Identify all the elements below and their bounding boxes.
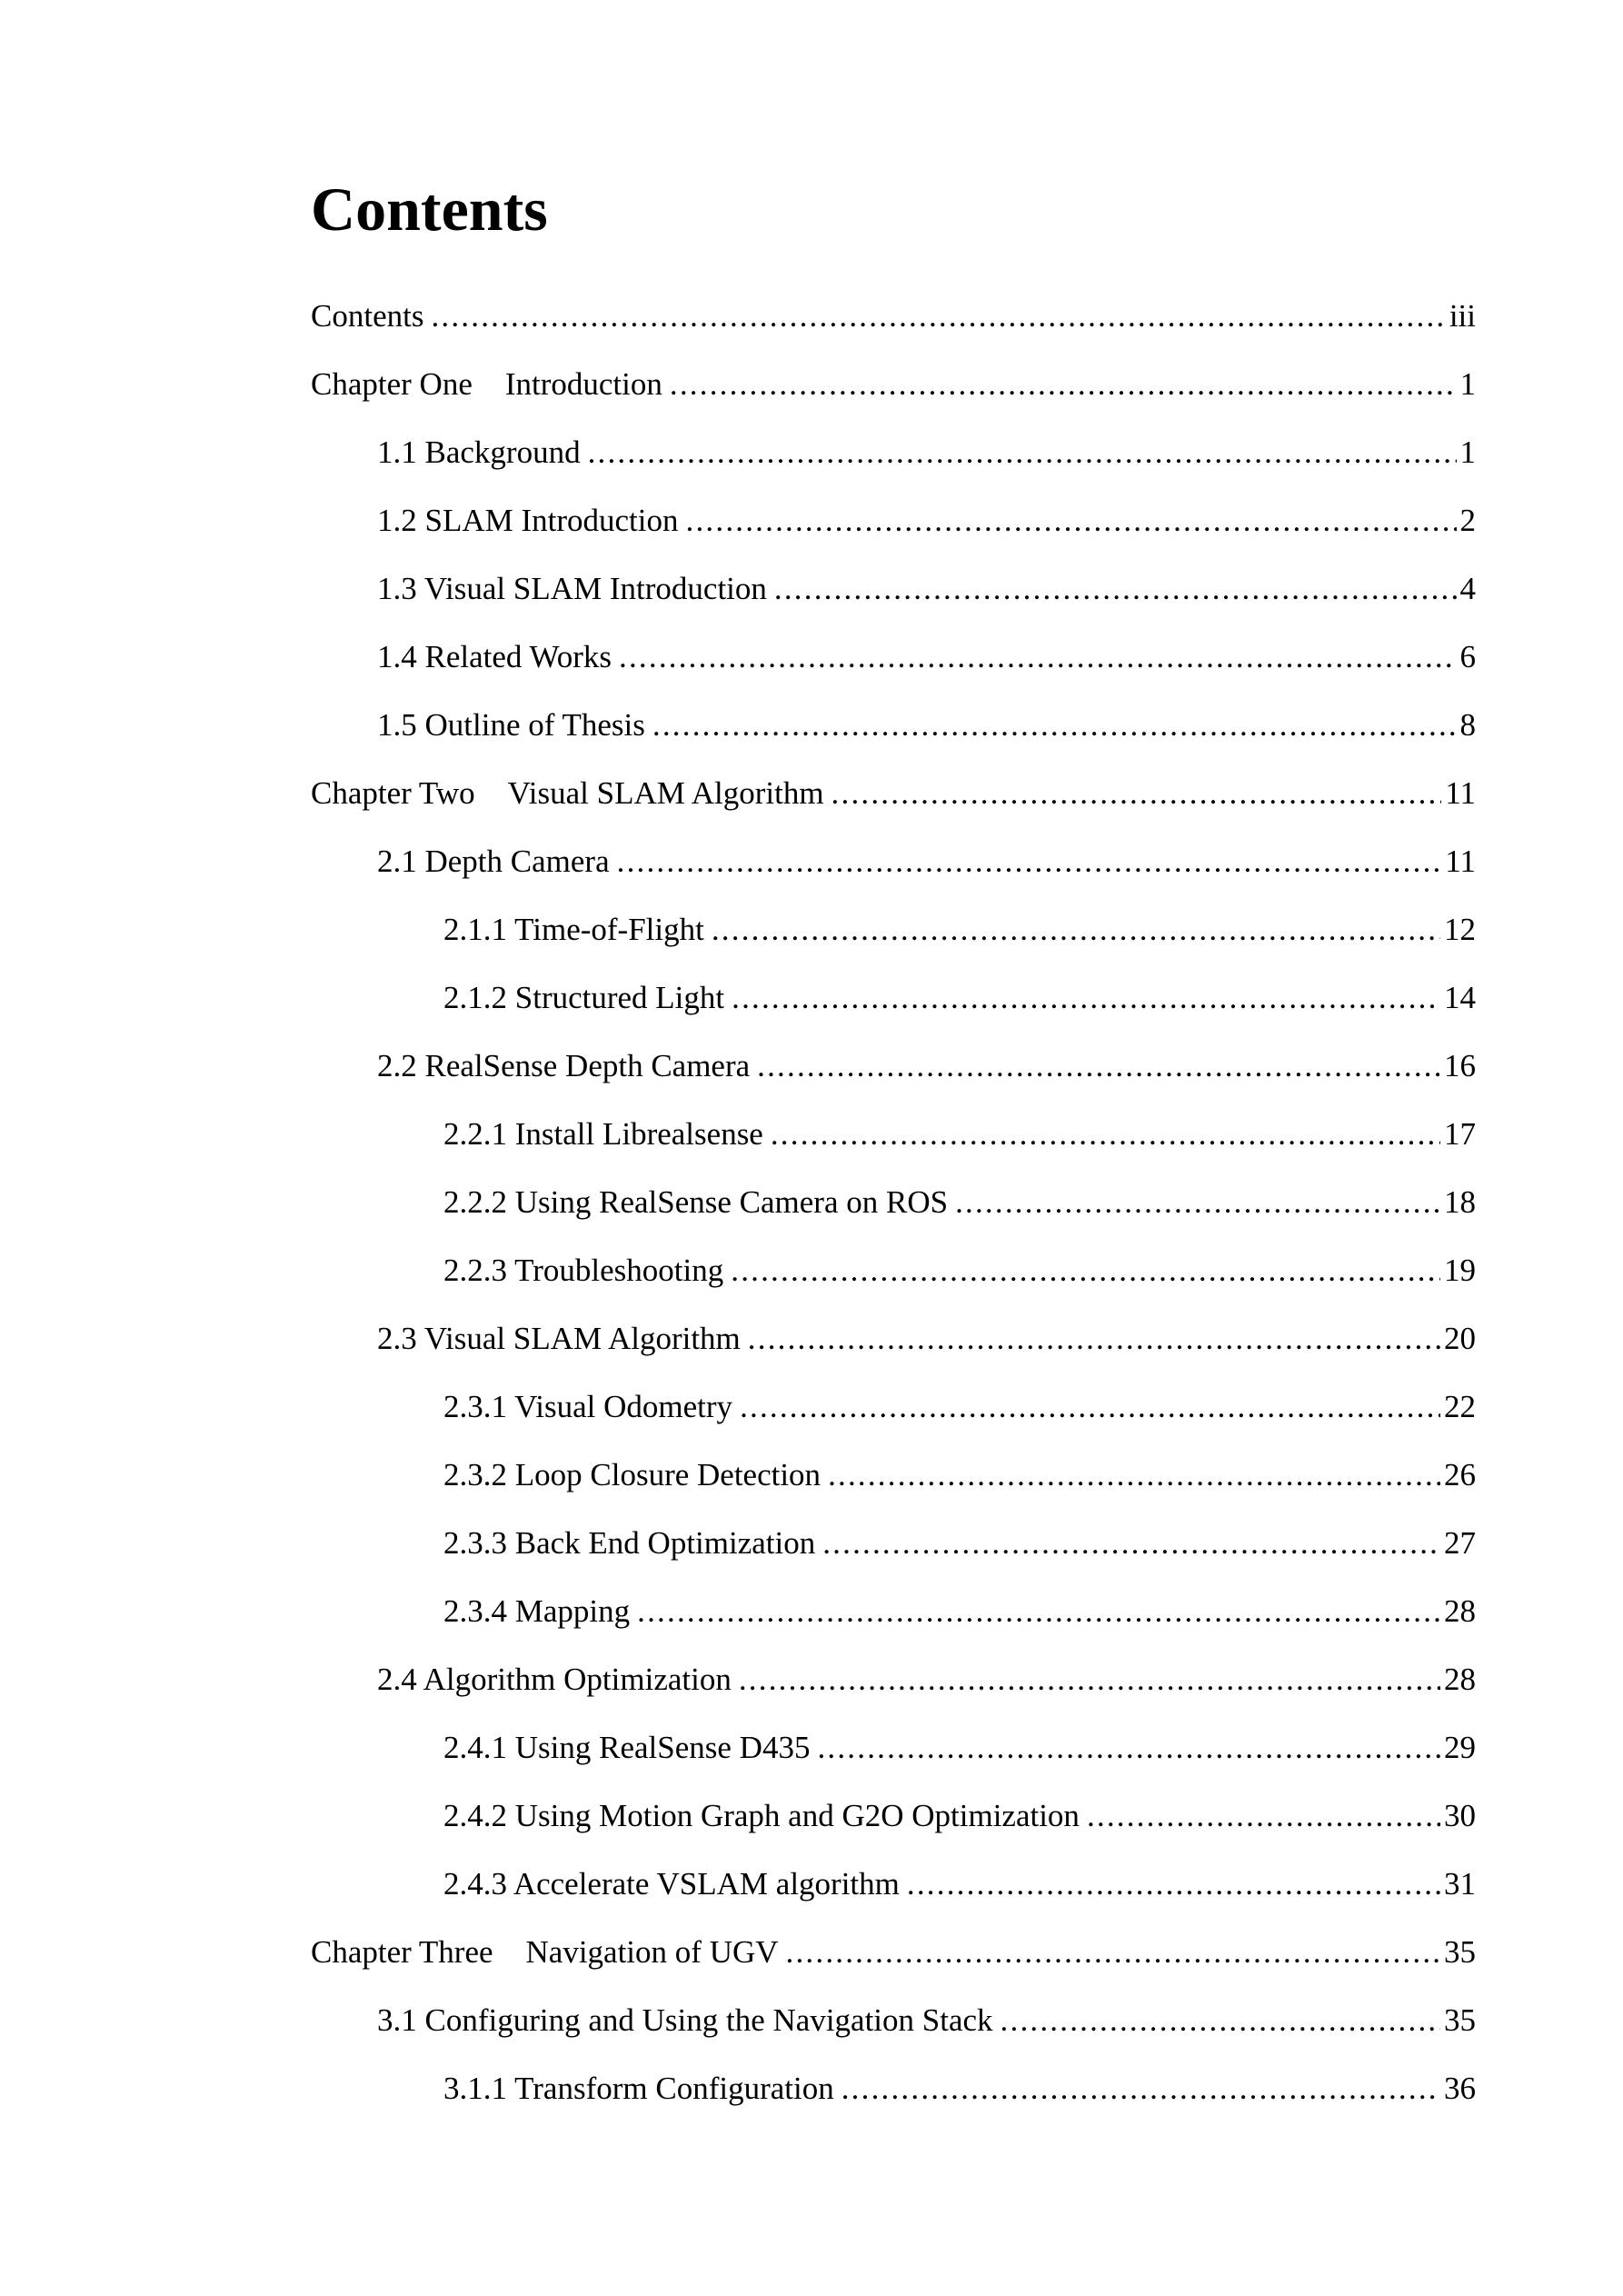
- toc-entry-number: 2.4.2 Using Motion Graph and G2O Optimization: [443, 1798, 1080, 1833]
- toc-entry[interactable]: [311, 698, 1476, 766]
- toc-entry-number: 1.4 Related Works: [377, 639, 612, 674]
- toc-entry-number: Contents: [311, 298, 424, 334]
- dot-leader: [712, 903, 1440, 957]
- toc-page-number: 19: [1444, 1253, 1476, 1288]
- toc-entry-number: 2.3.2 Loop Closure Detection: [443, 1457, 821, 1492]
- toc-entry[interactable]: [311, 1107, 1476, 1175]
- dot-leader: [748, 1312, 1440, 1366]
- toc-page-number: 1: [1459, 434, 1476, 470]
- toc-entry-number: 2.1.1 Time-of-Flight: [443, 912, 704, 947]
- toc-entry-number: 3.1 Configuring and Using the Navigation Stack: [377, 2002, 993, 2038]
- toc-entry-number: Chapter Three: [311, 1934, 493, 1970]
- toc-page-number: 14: [1444, 980, 1476, 1015]
- toc-page-number: 27: [1444, 1525, 1476, 1561]
- toc-entry[interactable]: [311, 1312, 1476, 1380]
- toc-page-number: 20: [1444, 1321, 1476, 1356]
- dot-leader: [1087, 1789, 1440, 1843]
- dot-leader: [732, 971, 1440, 1025]
- toc-page-number: 35: [1444, 1934, 1476, 1970]
- dot-leader: [431, 289, 1445, 344]
- toc-entry[interactable]: [311, 1721, 1476, 1789]
- toc-entry-number: 1.3 Visual SLAM Introduction: [377, 571, 767, 606]
- toc-entry-label: [443, 1107, 763, 1162]
- toc-entry-label: [377, 562, 767, 616]
- toc-page-number: 31: [1444, 1866, 1476, 1902]
- dot-leader: [670, 357, 1457, 412]
- dot-leader: [619, 630, 1456, 684]
- toc-entry-label: [443, 971, 724, 1025]
- toc-entry-label: [443, 1448, 821, 1502]
- toc-entry-label: [377, 834, 610, 889]
- toc-page-number: 22: [1444, 1389, 1476, 1424]
- toc-page-number: 1: [1459, 366, 1476, 402]
- toc-entry-label: [443, 1584, 630, 1639]
- toc-entry-number: 2.2.1 Install Librealsense: [443, 1116, 763, 1152]
- toc-entry[interactable]: [311, 1993, 1476, 2061]
- toc-entry-label: [377, 494, 679, 548]
- dot-leader: [907, 1857, 1440, 1912]
- toc-entry[interactable]: [311, 1039, 1476, 1107]
- dot-leader: [757, 1039, 1440, 1093]
- toc-entry-number: 2.4.3 Accelerate VSLAM algorithm: [443, 1866, 900, 1902]
- toc-entry[interactable]: [311, 289, 1476, 357]
- toc-entry[interactable]: [311, 630, 1476, 698]
- toc-page-number: 11: [1445, 844, 1476, 879]
- dot-leader: [841, 2061, 1440, 2116]
- toc-entry-label: [443, 1380, 732, 1434]
- toc-entry-number: 2.2 RealSense Depth Camera: [377, 1048, 751, 1083]
- toc-page-number: 16: [1444, 1048, 1476, 1083]
- toc-entry-number: 1.2 SLAM Introduction: [377, 503, 679, 538]
- dot-leader: [822, 1516, 1440, 1571]
- toc-entry-label: [443, 1516, 815, 1571]
- toc-entry-label: [377, 1039, 750, 1093]
- dot-leader: [774, 562, 1457, 616]
- toc-entry-label: [443, 903, 704, 957]
- dot-leader: [1001, 1993, 1440, 2048]
- toc-entry-label: [443, 1243, 723, 1298]
- toc-page-number: 36: [1444, 2071, 1476, 2106]
- toc-entry-number: 1.1 Background: [377, 434, 581, 470]
- toc-entry[interactable]: [311, 1516, 1476, 1584]
- toc-page-number: 8: [1459, 707, 1476, 743]
- toc-entry[interactable]: [311, 1652, 1476, 1721]
- toc-entry-label: [377, 630, 612, 684]
- dot-leader: [955, 1175, 1440, 1230]
- toc-page-number: iii: [1449, 298, 1476, 334]
- toc-page-number: 17: [1444, 1116, 1476, 1152]
- toc-entry[interactable]: [311, 1380, 1476, 1448]
- dot-leader: [686, 494, 1457, 548]
- toc-entry-number: 2.3.1 Visual Odometry: [443, 1389, 733, 1424]
- dot-leader: [786, 1925, 1440, 1980]
- toc-entry[interactable]: [311, 1925, 1476, 1993]
- toc-entry-label: [443, 1175, 948, 1230]
- toc-page-number: 29: [1444, 1730, 1476, 1765]
- dot-leader: [652, 698, 1457, 753]
- toc-entry[interactable]: [311, 903, 1476, 971]
- toc-entry[interactable]: [311, 766, 1476, 834]
- toc-entry-title: Introduction: [504, 366, 662, 402]
- toc-entry[interactable]: [311, 494, 1476, 562]
- toc-entry[interactable]: [311, 2061, 1476, 2130]
- toc-entry-label: [443, 2061, 834, 2116]
- toc-entry-number: Chapter Two: [311, 775, 475, 811]
- toc-page-number: 11: [1445, 775, 1476, 811]
- toc-entry[interactable]: [311, 1584, 1476, 1652]
- toc-page-number: 18: [1444, 1184, 1476, 1220]
- toc-entry[interactable]: [311, 1857, 1476, 1925]
- toc-entry-number: 2.3.3 Back End Optimization: [443, 1525, 816, 1561]
- toc-entry-number: 2.3.4 Mapping: [443, 1593, 631, 1629]
- dot-leader: [731, 1243, 1440, 1298]
- toc-entry-number: 2.4.1 Using RealSense D435: [443, 1730, 811, 1765]
- dot-leader: [828, 1448, 1440, 1502]
- toc-page-number: 2: [1459, 503, 1476, 538]
- toc-entry[interactable]: [311, 834, 1476, 903]
- dot-leader: [637, 1584, 1440, 1639]
- toc-entry-number: 1.5 Outline of Thesis: [377, 707, 645, 743]
- toc-entry-number: 3.1.1 Transform Configuration: [443, 2071, 834, 2106]
- toc-entry-label: [311, 766, 824, 821]
- dot-leader: [771, 1107, 1440, 1162]
- toc-entry-number: 2.2.2 Using RealSense Camera on ROS: [443, 1184, 949, 1220]
- dot-leader: [740, 1380, 1440, 1434]
- toc-page-number: 12: [1444, 912, 1476, 947]
- toc-entry-label: [377, 1652, 732, 1707]
- toc-page-number: 30: [1444, 1798, 1476, 1833]
- page-title: Contents: [311, 175, 548, 244]
- toc-entry-title: Navigation of UGV: [525, 1934, 779, 1970]
- toc-entry-label: [377, 1312, 741, 1366]
- toc-entry-label: [311, 1925, 779, 1980]
- table-of-contents: [311, 289, 1476, 2130]
- toc-page-number: 28: [1444, 1593, 1476, 1629]
- toc-entry-number: 2.2.3 Troubleshooting: [443, 1253, 724, 1288]
- toc-entry[interactable]: [311, 1175, 1476, 1243]
- toc-entry[interactable]: [311, 425, 1476, 494]
- toc-entry-label: [443, 1721, 810, 1775]
- dot-leader: [617, 834, 1442, 889]
- toc-entry-label: [377, 425, 581, 480]
- toc-entry-number: 2.1 Depth Camera: [377, 844, 610, 879]
- toc-page-number: 35: [1444, 2002, 1476, 2038]
- toc-entry-number: 2.4 Algorithm Optimization: [377, 1662, 732, 1697]
- dot-leader: [739, 1652, 1440, 1707]
- toc-entry-label: [377, 1993, 993, 2048]
- toc-entry-label: [443, 1789, 1080, 1843]
- toc-entry-number: Chapter One: [311, 366, 473, 402]
- toc-entry[interactable]: [311, 1789, 1476, 1857]
- toc-page-number: 28: [1444, 1662, 1476, 1697]
- toc-entry[interactable]: [311, 562, 1476, 630]
- toc-entry[interactable]: [311, 1243, 1476, 1312]
- dot-leader: [831, 766, 1442, 821]
- toc-entry[interactable]: [311, 971, 1476, 1039]
- toc-entry-label: [311, 357, 662, 412]
- toc-entry-number: 2.1.2 Structured Light: [443, 980, 725, 1015]
- toc-entry-label: [443, 1857, 900, 1912]
- toc-entry-title: Visual SLAM Algorithm: [507, 775, 824, 811]
- toc-page-number: 4: [1459, 571, 1476, 606]
- dot-leader: [817, 1721, 1440, 1775]
- toc-page-number: 6: [1459, 639, 1476, 674]
- toc-page-number: 26: [1444, 1457, 1476, 1492]
- toc-entry[interactable]: [311, 1448, 1476, 1516]
- toc-entry-label: [311, 289, 423, 344]
- dot-leader: [588, 425, 1457, 480]
- toc-entry-label: [377, 698, 645, 753]
- toc-entry-number: 2.3 Visual SLAM Algorithm: [377, 1321, 741, 1356]
- toc-entry[interactable]: [311, 357, 1476, 425]
